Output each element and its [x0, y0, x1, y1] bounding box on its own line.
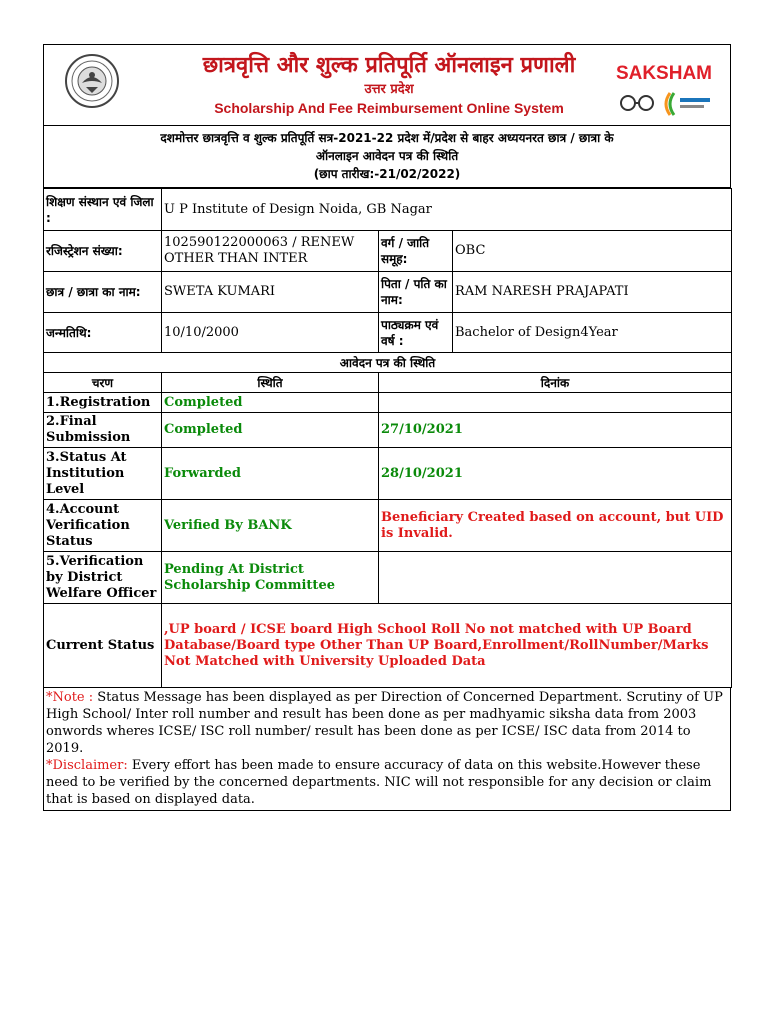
table-row: [44, 413, 732, 448]
stage-cell: 5.Verification by District Welfare Officer: [44, 552, 162, 604]
digital-india-icon: [666, 93, 710, 115]
stage-cell: 4.Account Verification Status: [44, 500, 162, 552]
stage-cell: 2.Final Submission: [44, 413, 162, 448]
stage-cell: 1.Registration: [44, 393, 162, 413]
student-name-value: SWETA KUMARI: [162, 272, 379, 313]
table-row: [44, 393, 732, 413]
dob-value: 10/10/2000: [162, 313, 379, 353]
up-government-emblem-icon: [64, 53, 120, 109]
note-label: *Note :: [46, 690, 94, 705]
institution-row: [44, 189, 732, 231]
category-value: OBC: [453, 231, 732, 272]
column-header-stage: चरण: [44, 373, 162, 393]
student-row: [44, 272, 732, 313]
hindi-subtitle: उत्तर प्रदेश: [364, 82, 414, 97]
stage-cell: 3.Status At Institution Level: [44, 448, 162, 500]
application-notice: [43, 126, 731, 188]
course-value: Bachelor of Design4Year: [453, 313, 732, 353]
date-cell: [379, 393, 732, 413]
registration-label: रजिस्ट्रेशन संख्या:: [44, 231, 162, 272]
header-titles: [154, 51, 624, 117]
dob-row: [44, 313, 732, 353]
column-header-status: स्थिति: [162, 373, 379, 393]
status-cell: Forwarded: [162, 448, 379, 500]
student-name-label: छात्र / छात्रा का नाम:: [44, 272, 162, 313]
notice-line-1: दशमोत्तर छात्रवृत्ति व शुल्क प्रतिपूर्ति सत्र-2021-22 प्रदेश में/प्रदेश से बाहर अध्ययनरत छात्र / छात्रा के: [160, 131, 614, 145]
table-row: [44, 500, 732, 552]
disclaimer-label: *Disclaimer:: [46, 758, 128, 773]
dob-label: जन्मतिथि:: [44, 313, 162, 353]
saksham-brand: SAKSHAM: [615, 63, 712, 84]
status-title-row: [44, 353, 732, 373]
status-cell: Completed: [162, 413, 379, 448]
page-header: [43, 44, 731, 126]
application-status-table: [43, 188, 732, 688]
partner-logos: [618, 89, 714, 119]
gandhi-spectacles-icon: [621, 96, 653, 110]
date-cell: [379, 552, 732, 604]
notice-line-2: ऑनलाइन आवेदन पत्र की स्थिति: [315, 149, 459, 163]
registration-row: [44, 231, 732, 272]
category-label: वर्ग / जाति समूह:: [379, 231, 453, 272]
status-cell: Completed: [162, 393, 379, 413]
current-status-value: ,UP board / ICSE board High School Roll No not matched with UP Board Database/Board type Other Than UP Board,Enrollment/RollNumber/Marks Not Matched with University Uploaded Data: [162, 604, 732, 688]
status-cell: Verified By BANK: [162, 500, 379, 552]
current-status-row: [44, 604, 732, 688]
course-label: पाठ्यक्रम एवं वर्ष :: [379, 313, 453, 353]
father-name-value: RAM NARESH PRAJAPATI: [453, 272, 732, 313]
disclaimer-text: Every effort has been made to ensure accuracy of data on this website.However these need to be verified by the concerned departments. NIC will not responsible for any decision or claim that is based on displayed data.: [46, 758, 712, 807]
status-header-row: [44, 373, 732, 393]
print-date: (छाप तारीख:-21/02/2022): [313, 167, 461, 181]
institution-value: U P Institute of Design Noida, GB Nagar: [162, 189, 732, 231]
note-text: Status Message has been displayed as per Direction of Concerned Department. Scrutiny of UP High School/ Inter roll number and result has been done as per madhyamic siksha data from 2003 onwords wheres ICSE/ ISC roll number/ result has been done as per ICSE/ ISC data from 2014 to 2019.: [46, 690, 723, 756]
date-cell: Beneficiary Created based on account, but UID is Invalid.: [379, 500, 732, 552]
table-row: [44, 552, 732, 604]
status-document: [43, 44, 731, 811]
hindi-title: छात्रवृत्ति और शुल्क प्रतिपूर्ति ऑनलाइन प्रणाली: [202, 53, 576, 78]
current-status-label: Current Status: [44, 604, 162, 688]
registration-value: 102590122000063 / RENEW OTHER THAN INTER: [162, 231, 379, 272]
father-name-label: पिता / पति का नाम:: [379, 272, 453, 313]
table-row: [44, 448, 732, 500]
date-cell: 27/10/2021: [379, 413, 732, 448]
status-section-title: आवेदन पत्र की स्थिति: [44, 353, 732, 373]
footer-notes: [43, 688, 731, 811]
column-header-date: दिनांक: [379, 373, 732, 393]
status-cell: Pending At District Scholarship Committee: [162, 552, 379, 604]
english-title: Scholarship And Fee Reimbursement Online System: [214, 100, 564, 116]
date-cell: 28/10/2021: [379, 448, 732, 500]
institution-label: शिक्षण संस्थान एवं जिला :: [44, 189, 162, 231]
